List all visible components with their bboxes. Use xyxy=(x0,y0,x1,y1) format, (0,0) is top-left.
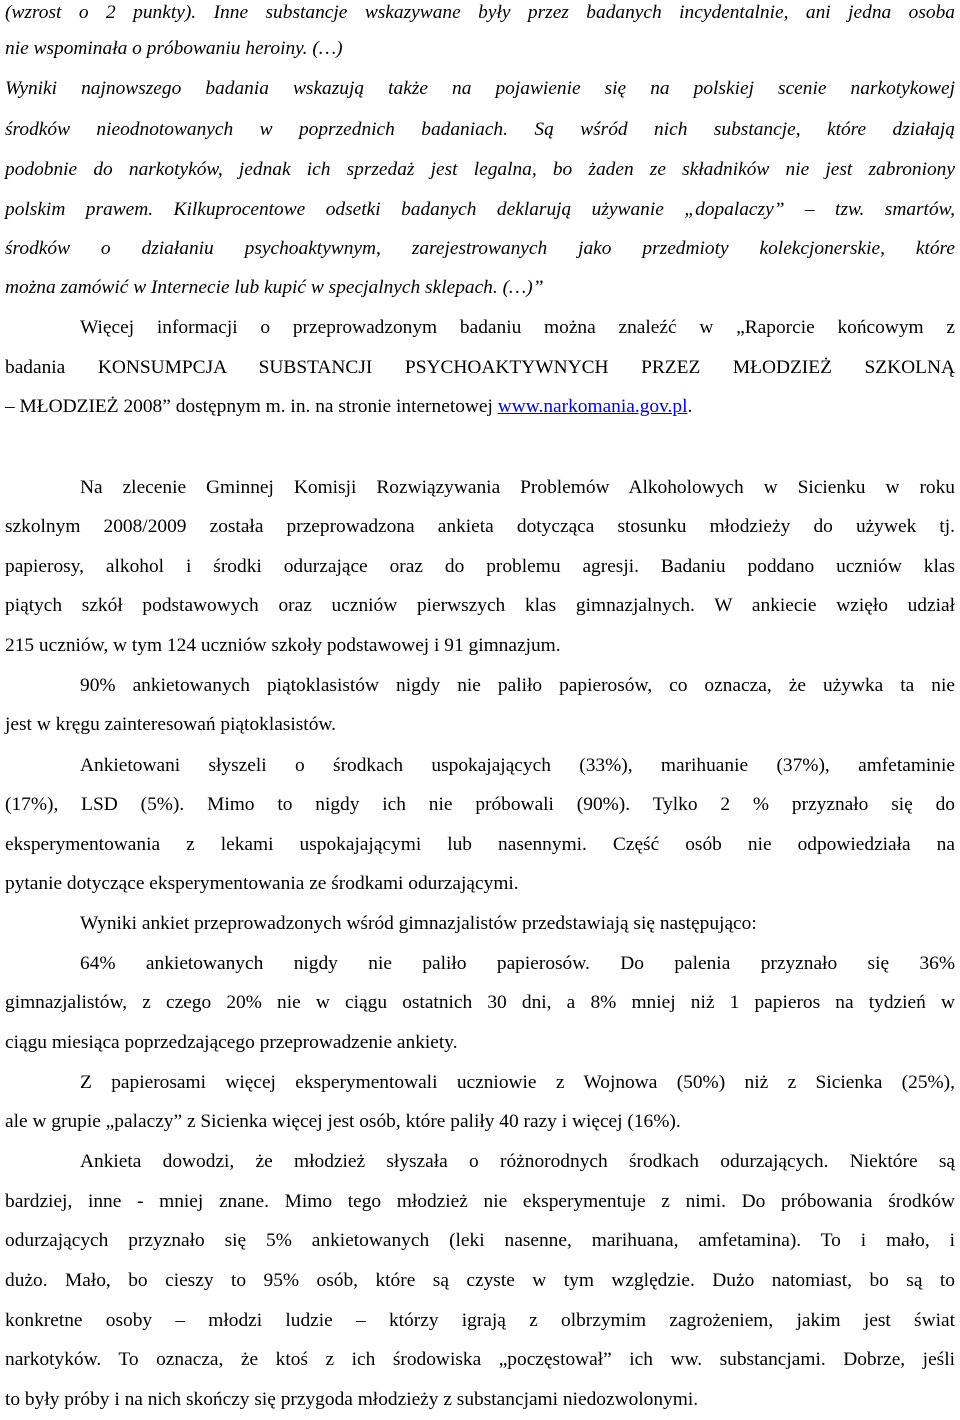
body-line: 64% ankietowanych nigdy nie paliło papierosów. Do palenia przyznało się 36% xyxy=(80,953,955,974)
quote-line: polskim prawem. Kilkuprocentowe odsetki badanych deklarują używanie „dopalaczy” – tzw. smartów, xyxy=(5,199,955,220)
quote-line: nie wspominała o próbowaniu heroiny. (…) xyxy=(5,38,343,59)
quote-line: można zamówić w Internecie lub kupić w specjalnych sklepach. (…)” xyxy=(5,277,544,298)
body-line: piątych szkół podstawowych oraz uczniów pierwszych klas gimnazjalnych. W ankiecie wzięło udział xyxy=(5,595,955,616)
quote-line: podobnie do narkotyków, jednak ich sprzedaż jest legalna, bo żaden ze składników nie jest zabroniony xyxy=(5,159,955,180)
body-line: pytanie dotyczące eksperymentowania ze środkami odurzającymi. xyxy=(5,873,519,894)
quote-line: (wzrost o 2 punkty). Inne substancje wskazywane były przez badanych incydentalnie, ani jedna osoba xyxy=(5,2,955,23)
body-line: jest w kręgu zainteresowań piątoklasistów. xyxy=(5,714,336,735)
info-line: badania KONSUMPCJA SUBSTANCJI PSYCHOAKTYWNYCH PRZEZ MŁODZIEŻ SZKOLNĄ xyxy=(5,357,955,378)
body-line: 90% ankietowanych piątoklasistów nigdy nie paliło papierosów, co oznacza, że używka ta nie xyxy=(80,675,955,696)
quote-line: środków o działaniu psychoaktywnym, zarejestrowanych jako przedmioty kolekcjonerskie, które xyxy=(5,238,955,259)
body-line: ale w grupie „palaczy” z Sicienka więcej jest osób, które paliły 40 razy i więcej (16%). xyxy=(5,1111,681,1132)
body-line: eksperymentowania z lekami uspokajającymi lub nasennymi. Część osób nie odpowiedziała na xyxy=(5,834,955,855)
body-line: Ankieta dowodzi, że młodzież słyszała o różnorodnych środkach odurzających. Niektóre są xyxy=(80,1151,955,1172)
body-line: szkolnym 2008/2009 została przeprowadzona ankieta dotycząca stosunku młodzieży do używek tj. xyxy=(5,516,955,537)
quote-line: środków nieodnotowanych w poprzednich badaniach. Są wśród nich substancje, które działają xyxy=(5,119,955,140)
body-line: 215 uczniów, w tym 124 uczniów szkoły podstawowej i 91 gimnazjum. xyxy=(5,635,561,656)
quote-line: Wyniki najnowszego badania wskazują także na pojawienie się na polskiej scenie narkotykowej xyxy=(5,78,955,99)
info-line: Więcej informacji o przeprowadzonym badaniu można znaleźć w „Raporcie końcowym z xyxy=(80,317,955,338)
body-line: dużo. Mało, bo cieszy to 95% osób, które są czyste w tym względzie. Dużo natomiast, bo są to xyxy=(5,1270,955,1291)
body-line: papierosy, alkohol i środki odurzające oraz do problemu agresji. Badaniu poddano uczniów klas xyxy=(5,556,955,577)
body-line: (17%), LSD (5%). Mimo to nigdy ich nie próbowali (90%). Tylko 2 % przyznało się do xyxy=(5,794,955,815)
body-line: narkotyków. To oznacza, że ktoś z ich środowiska „poczęstował” ich ww. substancjami. Dobrze, jeśli xyxy=(5,1349,955,1370)
body-line: gimnazjalistów, z czego 20% nie w ciągu ostatnich 30 dni, a 8% mniej niż 1 papieros na tydzień w xyxy=(5,992,955,1013)
body-line: Ankietowani słyszeli o środkach uspokajających (33%), marihuanie (37%), amfetaminie xyxy=(80,755,955,776)
info-text: – MŁODZIEŻ 2008” dostępnym m. in. na stronie internetowej xyxy=(5,396,498,417)
body-line: bardziej, inne - mniej znane. Mimo tego młodzież nie eksperymentuje z nimi. Do próbowania środków xyxy=(5,1191,955,1212)
body-line: konkretne osoby – młodzi ludzie – którzy igrają z olbrzymim zagrożeniem, jakim jest świat xyxy=(5,1310,955,1331)
info-period: . xyxy=(687,396,693,417)
body-line: ciągu miesiąca poprzedzającego przeprowadzenie ankiety. xyxy=(5,1032,458,1053)
info-line-last xyxy=(5,395,955,419)
body-line: Na zlecenie Gminnej Komisji Rozwiązywania Problemów Alkoholowych w Sicienku w roku xyxy=(80,477,955,498)
body-line: odurzających przyznało się 5% ankietowanych (leki nasenne, marihuana, amfetamina). To i mało, i xyxy=(5,1230,955,1251)
narkomania-link[interactable]: www.narkomania.gov.pl xyxy=(497,396,688,417)
body-line: Wyniki ankiet przeprowadzonych wśród gimnazjalistów przedstawiają się następująco: xyxy=(80,913,757,934)
body-line: to były próby i na nich skończy się przygoda młodzieży z substancjami niedozwolonymi. xyxy=(5,1389,699,1410)
body-line: Z papierosami więcej eksperymentowali uczniowie z Wojnowa (50%) niż z Sicienka (25%), xyxy=(80,1072,955,1093)
